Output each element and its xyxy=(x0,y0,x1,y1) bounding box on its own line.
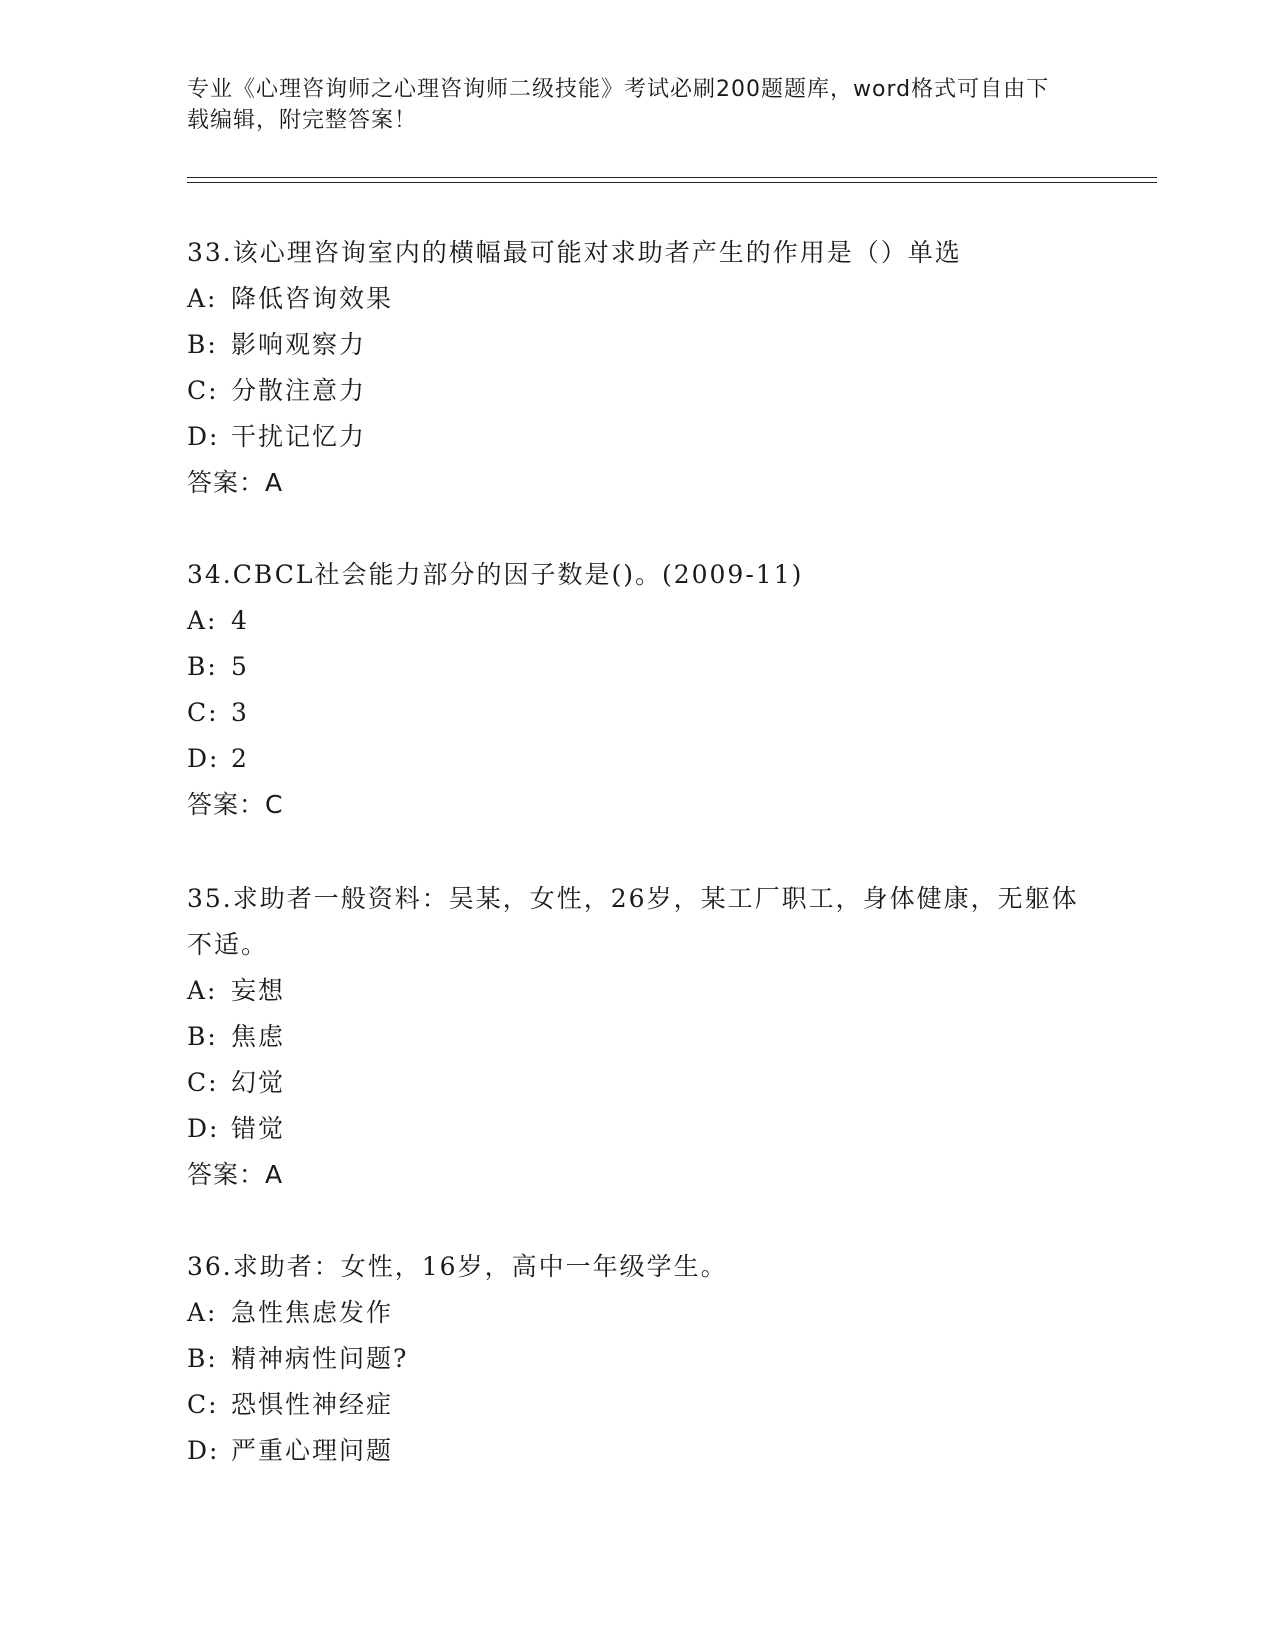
option-text: 降低咨询效果 xyxy=(231,284,394,313)
option-a xyxy=(187,598,1087,644)
option-letter: D: xyxy=(187,744,220,773)
option-d xyxy=(187,414,1087,460)
option-text: 急性焦虑发作 xyxy=(231,1298,394,1327)
question-36 xyxy=(187,1244,1087,1474)
option-text: 分散注意力 xyxy=(231,376,367,405)
option-letter: B: xyxy=(187,1344,218,1373)
option-text: 妄想 xyxy=(231,976,286,1005)
option-d xyxy=(187,1106,1087,1152)
option-a xyxy=(187,276,1087,322)
option-text: 严重心理问题 xyxy=(231,1436,394,1465)
question-stem: 36.求助者：女性，16岁，高中一年级学生。 xyxy=(187,1252,728,1281)
option-a xyxy=(187,1290,1087,1336)
option-letter: D: xyxy=(187,422,220,451)
option-text: 影响观察力 xyxy=(231,330,367,359)
document-header xyxy=(187,74,1067,136)
option-text: 错觉 xyxy=(231,1114,286,1143)
option-letter: A: xyxy=(187,976,218,1005)
option-text: 幻觉 xyxy=(231,1068,286,1097)
option-letter: A: xyxy=(187,1298,218,1327)
header-divider-bottom xyxy=(187,182,1157,183)
option-letter: C: xyxy=(187,698,219,727)
option-letter: D: xyxy=(187,1436,220,1465)
option-letter: C: xyxy=(187,1068,219,1097)
option-text: 5 xyxy=(231,652,249,681)
option-d xyxy=(187,1428,1087,1474)
option-letter: B: xyxy=(187,1022,218,1051)
header-divider-top xyxy=(187,177,1157,178)
option-letter: D: xyxy=(187,1114,220,1143)
question-34 xyxy=(187,552,1087,828)
option-b xyxy=(187,1014,1087,1060)
option-letter: B: xyxy=(187,330,218,359)
option-text: 恐惧性神经症 xyxy=(231,1390,394,1419)
option-c xyxy=(187,1060,1087,1106)
option-text: 精神病性问题? xyxy=(231,1344,409,1373)
answer-line: 答案：C xyxy=(187,790,284,819)
option-b xyxy=(187,1336,1087,1382)
option-letter: A: xyxy=(187,284,218,313)
option-c xyxy=(187,368,1087,414)
option-d xyxy=(187,736,1087,782)
option-b xyxy=(187,644,1087,690)
option-letter: C: xyxy=(187,1390,219,1419)
answer-line: 答案：A xyxy=(187,468,284,497)
option-a xyxy=(187,968,1087,1014)
option-text: 3 xyxy=(231,698,249,727)
option-text: 干扰记忆力 xyxy=(231,422,367,451)
option-text: 2 xyxy=(231,744,249,773)
question-stem: 34.CBCL社会能力部分的因子数是()。(2009-11) xyxy=(187,560,804,589)
option-c xyxy=(187,1382,1087,1428)
option-c xyxy=(187,690,1087,736)
header-intro-text: 专业《心理咨询师之心理咨询师二级技能》考试必刷200题题库，word格式可自由下载编辑，附完整答案！ xyxy=(187,77,1050,133)
option-text: 4 xyxy=(231,606,249,635)
answer-line: 答案：A xyxy=(187,1160,284,1189)
option-text: 焦虑 xyxy=(231,1022,286,1051)
option-letter: C: xyxy=(187,376,219,405)
question-stem: 35.求助者一般资料：吴某，女性，26岁，某工厂职工，身体健康，无躯体不适。 xyxy=(187,884,1079,959)
option-letter: A: xyxy=(187,606,218,635)
option-letter: B: xyxy=(187,652,218,681)
question-stem: 33.该心理咨询室内的横幅最可能对求助者产生的作用是（）单选 xyxy=(187,238,962,267)
question-33 xyxy=(187,230,1087,506)
question-35 xyxy=(187,876,1087,1198)
option-b xyxy=(187,322,1087,368)
